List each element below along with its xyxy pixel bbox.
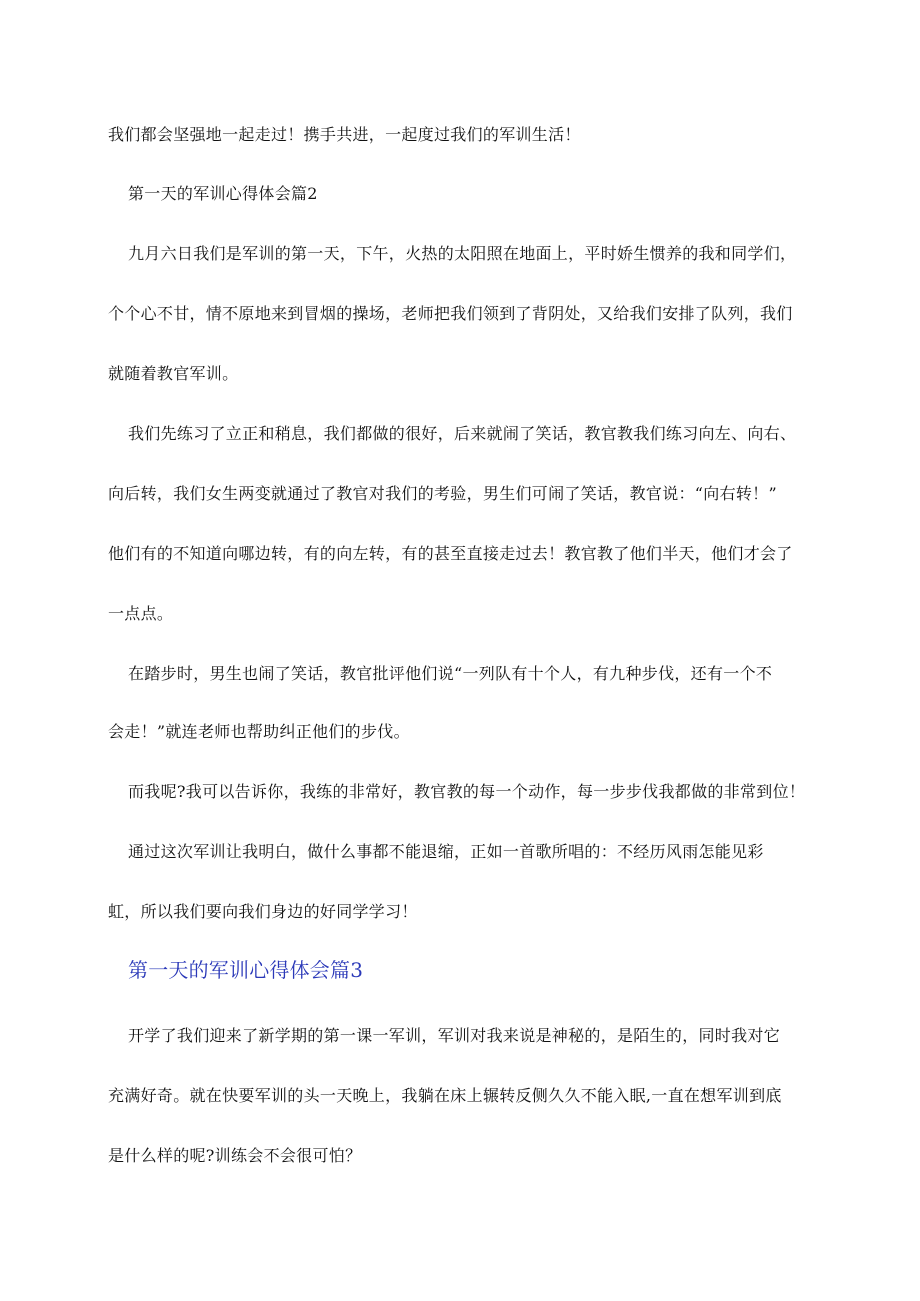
paragraph-line: 充满好奇。就在快要军训的头一天晚上，我躺在床上辗转反侧久久不能入眠,一直在想军训到底 (108, 1086, 782, 1105)
paragraph-line: 我们先练习了立正和稍息，我们都做的很好，后来就闹了笑话，教官教我们练习向左、向右、 (128, 424, 797, 443)
paragraph-line: 虹，所以我们要向我们身边的好同学学习！ (108, 902, 418, 921)
paragraph-line: 是什么样的呢?训练会不会很可怕？ (108, 1146, 362, 1165)
paragraph-line: 会走！”就连老师也帮助纠正他们的步伐。 (108, 722, 410, 741)
paragraph-line: 向后转，我们女生两变就通过了教官对我们的考验，男生们可闹了笑话，教官说：“向右转！” (108, 484, 777, 503)
paragraph-line: 一点点。 (108, 604, 174, 623)
paragraph-line: 通过这次军训让我明白，做什么事都不能退缩，正如一首歌所唱的：不经历风雨怎能见彩 (128, 842, 764, 861)
section-heading-3: 第一天的军训心得体会篇3 (128, 958, 364, 982)
paragraph-line: 在踏步时，男生也闹了笑话，教官批评他们说“一列队有十个人，有九种步伐，还有一个不 (128, 664, 773, 683)
paragraph-line: 而我呢?我可以告诉你，我练的非常好，教官教的每一个动作，每一步步伐我都做的非常到位！ (128, 782, 806, 801)
paragraph-line: 个个心不甘，情不原地来到冒烟的操场，老师把我们领到了背阴处，又给我们安排了队列，我们 (108, 304, 793, 323)
paragraph-line: 开学了我们迎来了新学期的第一课一军训，军训对我来说是神秘的，是陌生的，同时我对它 (128, 1026, 781, 1045)
paragraph-line: 就随着教官军训。 (108, 364, 239, 383)
paragraph-line: 九月六日我们是军训的第一天，下午，火热的太阳照在地面上，平时娇生惯养的我和同学们， (128, 244, 797, 263)
paragraph-line-closing: 我们都会坚强地一起走过！携手共进，一起度过我们的军训生活！ (108, 125, 581, 144)
section-heading-2: 第一天的军训心得体会篇2 (128, 184, 318, 203)
paragraph-line: 他们有的不知道向哪边转，有的向左转，有的甚至直接走过去！教官教了他们半天，他们才会了 (108, 544, 793, 563)
